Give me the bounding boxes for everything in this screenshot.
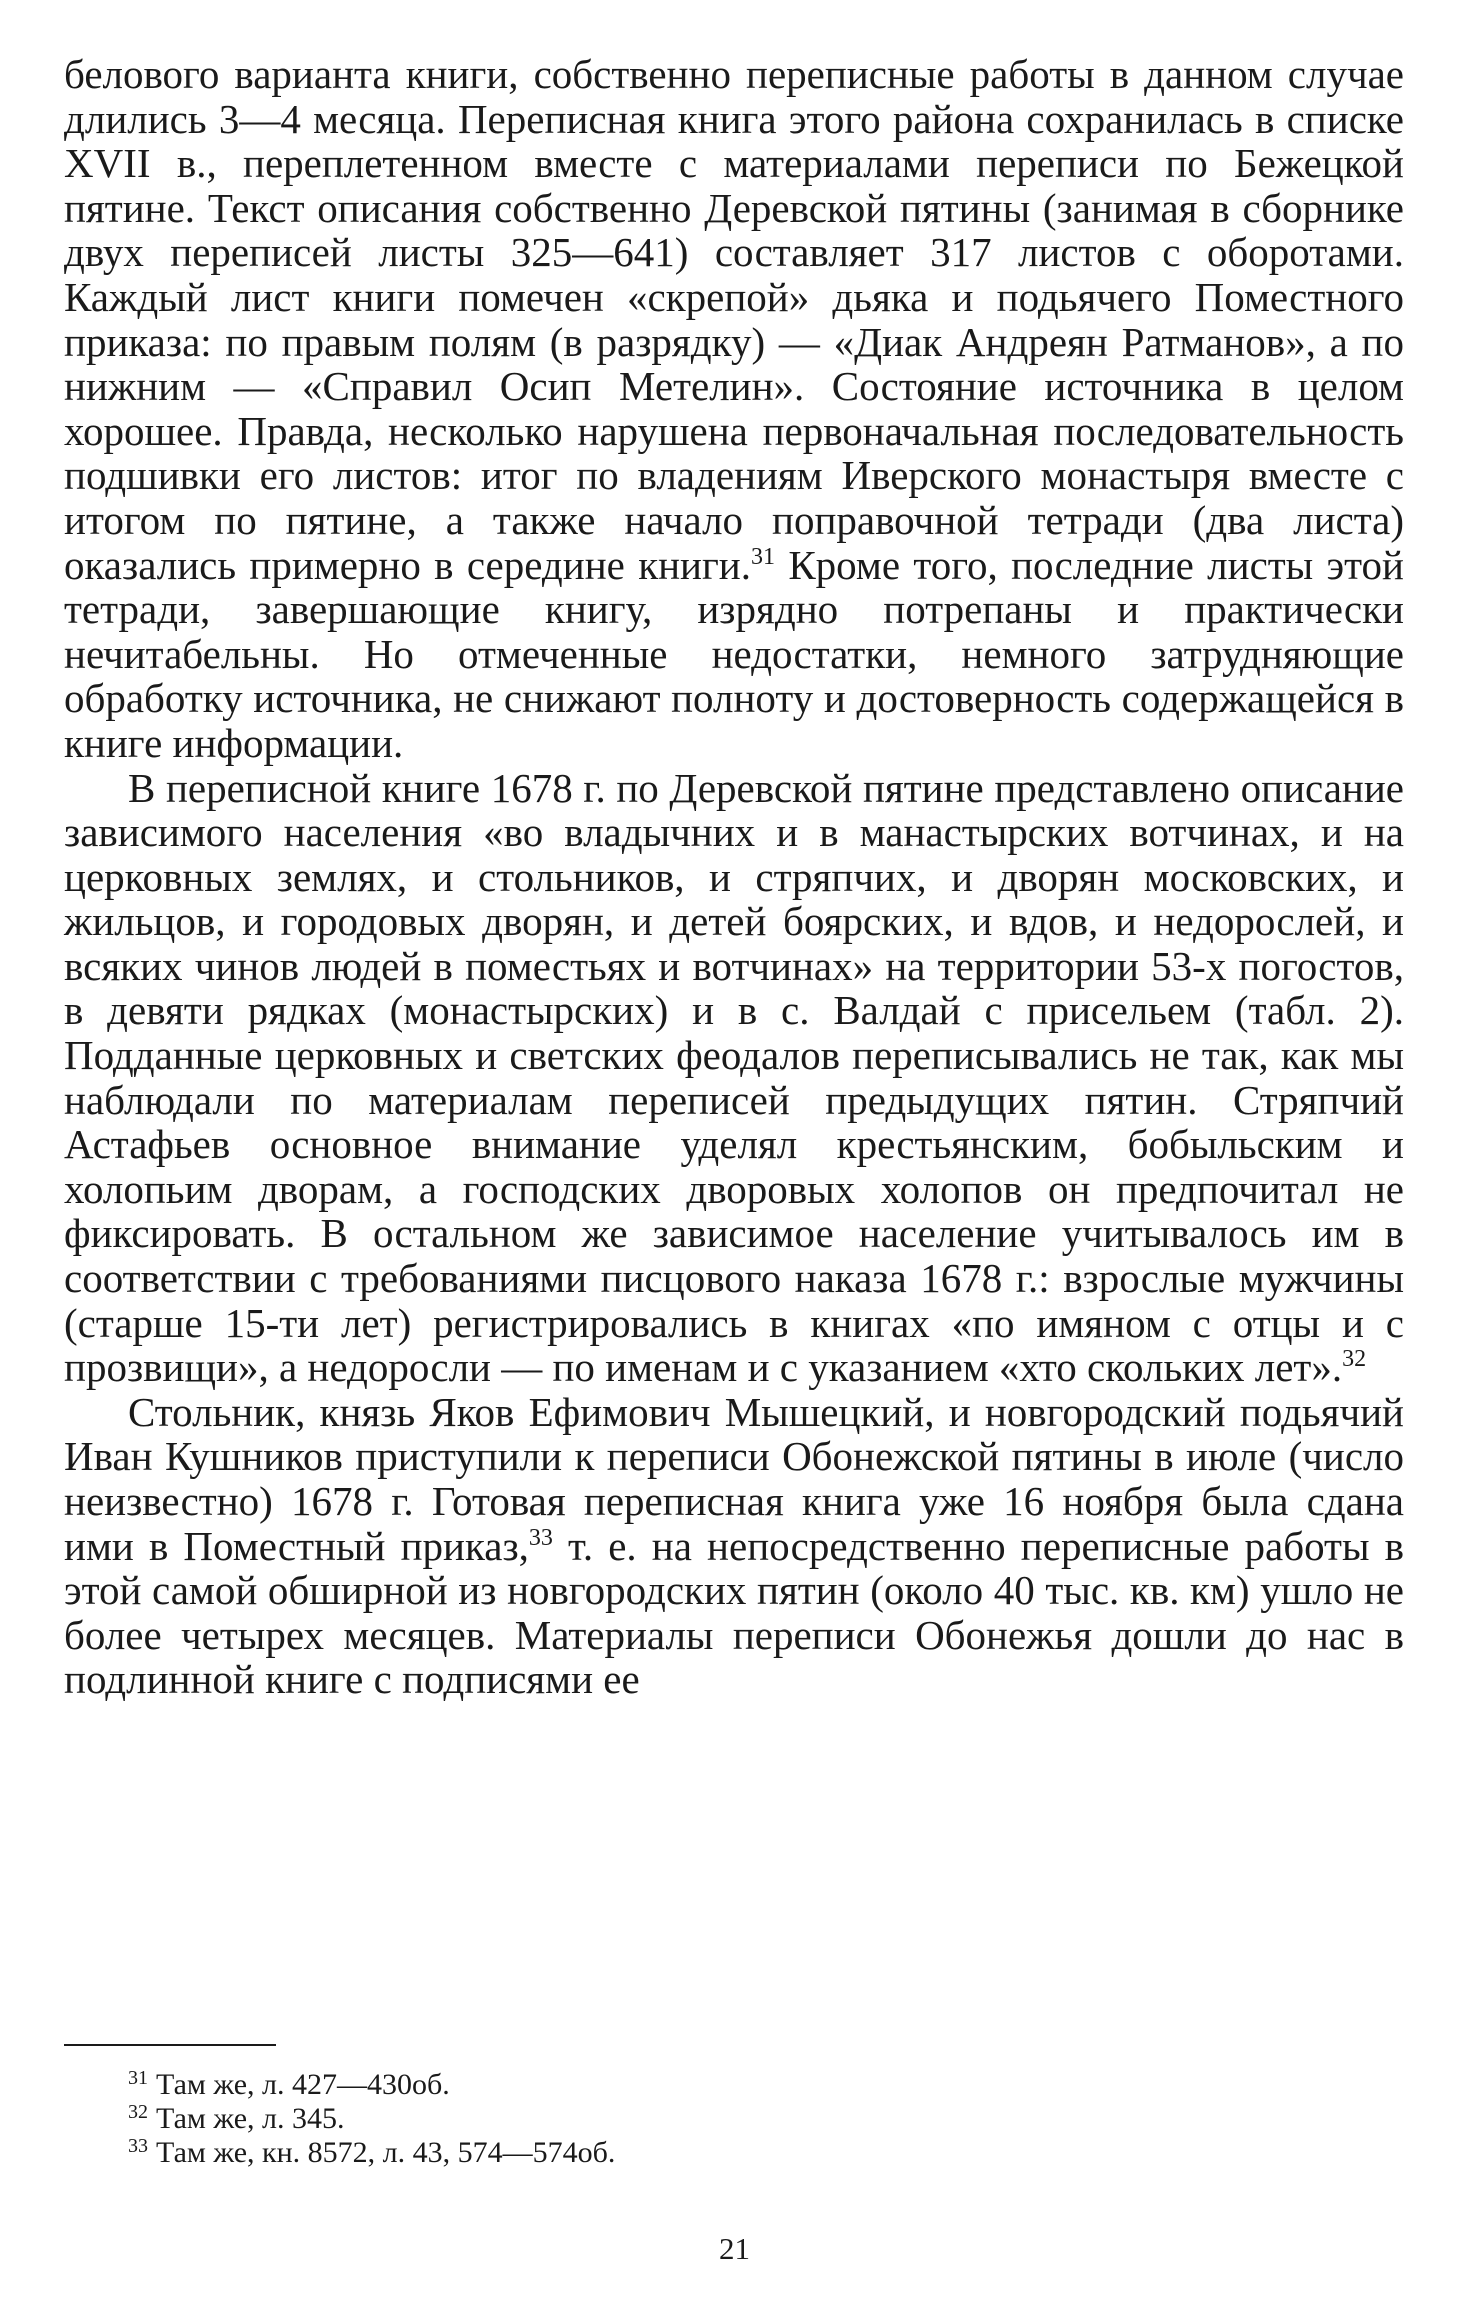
footnote-ref-31: 31 <box>751 543 775 570</box>
paragraph-1-text: белового варианта книги, собственно переписные работы в данном случае длились 3—4 месяца. Переписная книга этого района сохранилась в списке XVII в., переплетенном вместе с материалами переписи по Бежецкой пятине. Текст описания собственно Деревской пятины (занимая в сборнике двух переписей листы 325—641) составляет 317 листов с оборотами. Каждый лист книги помечен «скрепой» дьяка и подьячего Поместного приказа: по правым полям (в разрядку) — «Диак Андреян Ратманов», а по нижним — «Справил Осип Метелин». Состояние источника в целом хорошее. Правда, несколько нарушена первоначальная последовательность подшивки его листов: итог по владениям Иверского монастыря вместе с итогом по пятине, а также начало поправочной тетради (два листа) оказались примерно в середине книги. <box>64 51 1404 588</box>
paragraph-2 <box>64 766 1404 1390</box>
footnote-ref-32: 32 <box>1342 1346 1367 1373</box>
footnote-text: Там же, кн. 8572, л. 43, 574—574об. <box>156 2136 616 2169</box>
footnote-item: 31 Там же, л. 427—430об. <box>128 2067 450 2101</box>
main-text <box>64 52 1404 1702</box>
paragraph-1 <box>64 52 1404 766</box>
page-number: 21 <box>719 2231 750 2266</box>
footnote-text: Там же, л. 427—430об. <box>156 2068 450 2101</box>
footnote-divider <box>64 2044 276 2046</box>
footnotes <box>128 2068 1328 2170</box>
paragraph-3 <box>64 1390 1404 1702</box>
paragraph-2-text: В переписной книге 1678 г. по Деревской пятине представлено описание зависимого населения «во владычних и в манастырских вотчинах, и на церковных землях, и стольников, и стряпчих, и дворян московских, и жильцов, и городовых дворян, и детей боярских, и вдов, и недорослей, и всяких чинов людей в поместьях и вотчинах» на территории 53-х погостов, в девяти рядках (монастырских) и в с. Валдай с присельем (табл. 2). Подданные церковных и светских феодалов переписывались не так, как мы наблюдали по материалам переписей предыдущих пятин. Стряпчий Астафьев основное внимание уделял крестьянским, бобыльским и холопьим дворам, а господских дворовых холопов он предпочитал не фиксировать. В остальном же зависимое население учитывалось им в соответствии с требованиями писцового наказа 1678 г.: взрослые мужчины (старше 15-ти лет) регистрировались в книгах «по имяном с отцы и с прозвищи», а недоросли — по именам и с указанием «хто скольких лет». <box>64 764 1404 1391</box>
paragraph-3-text: Стольник, князь Яков Ефимович Мышецкий, и новгородский подьячий Иван Кушников приступили к переписи Обонежской пятины в июле (число неизвестно) 1678 г. Готовая переписная книга уже 16 ноября была сдана ими в Поместный приказ, <box>64 1388 1404 1569</box>
footnote-item: 33 Там же, кн. 8572, л. 43, 574—574об. <box>128 2135 616 2169</box>
footnote-item: 32 Там же, л. 345. <box>128 2101 345 2135</box>
footnote-ref-33: 33 <box>528 1524 553 1551</box>
footnote-text: Там же, л. 345. <box>156 2102 345 2135</box>
paragraph-3-tail: т. е. на непосредственно переписные работы в этой самой обширной из новгородских пятин (около 40 тыс. кв. км) ушло не более четырех месяцев. Материалы переписи Обонежья дошли до нас в подлинной книге с подписями ее <box>64 1522 1404 1703</box>
paragraph-1-tail: Кроме того, последние листы этой тетради, завершающие книгу, изрядно потрепаны и практически нечитабельны. Но отмеченные недостатки, немного затрудняющие обработку источника, не снижают полноту и достоверность содержащейся в книге информации. <box>64 541 1404 766</box>
